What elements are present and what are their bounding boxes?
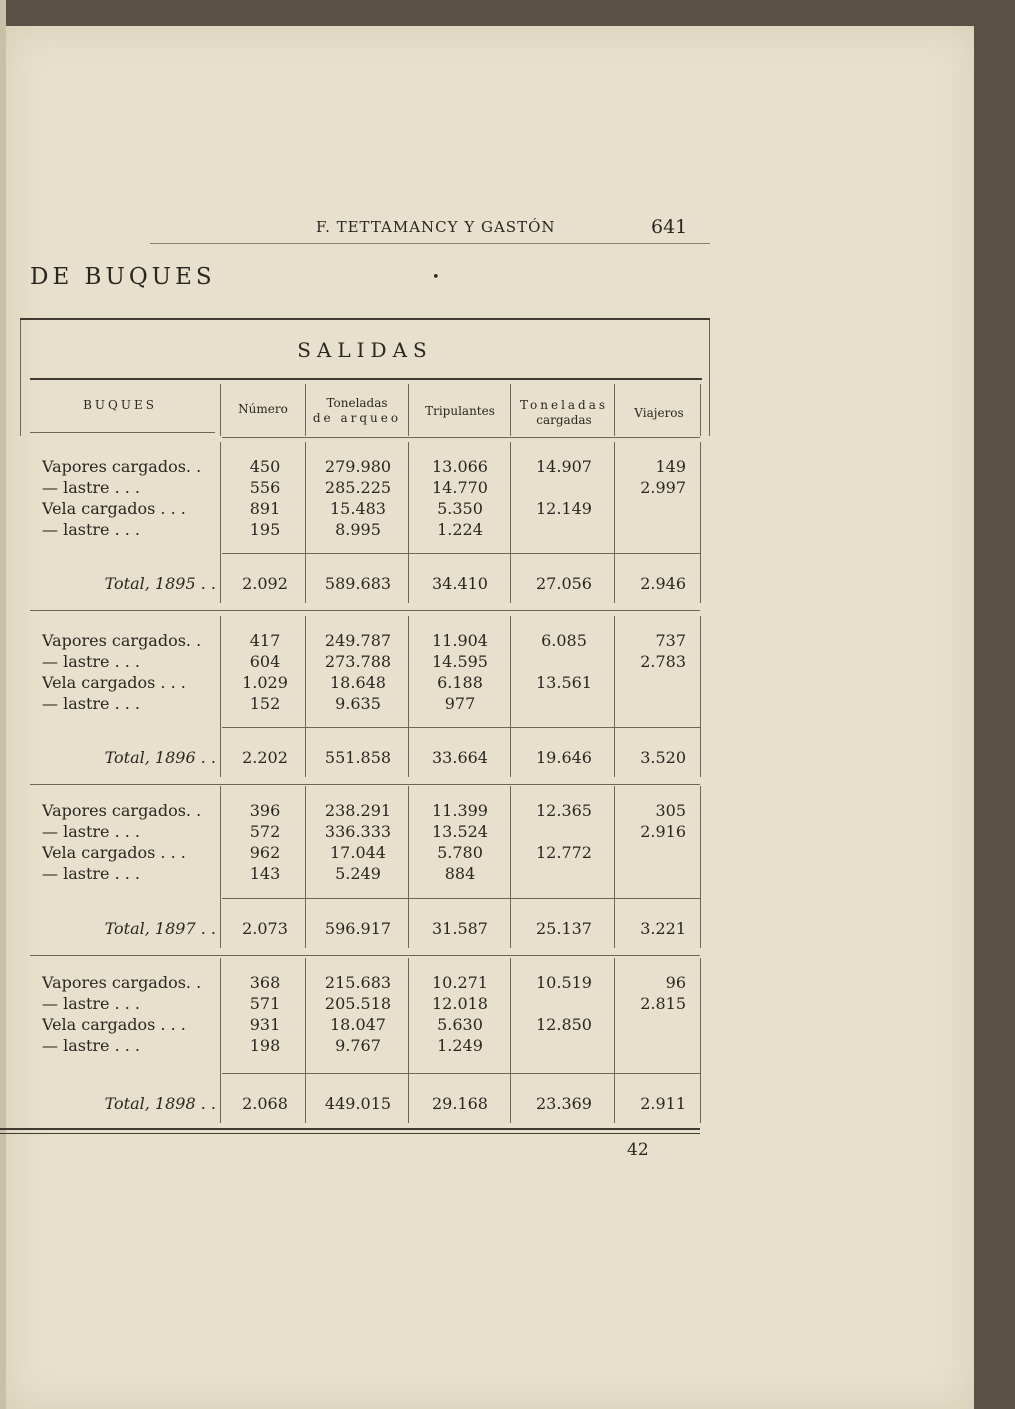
total-arqueo: 596.917 xyxy=(324,919,392,938)
header-bottom-line xyxy=(30,432,215,433)
cell-arqueo: 336.333 xyxy=(324,822,392,841)
cell-trip: 13.066 xyxy=(432,457,488,476)
row-label: Vela cargados . . . xyxy=(42,673,186,692)
column-divider xyxy=(408,958,409,1123)
cell-carg: 12.365 xyxy=(536,801,592,820)
row-label: Vapores cargados. . xyxy=(42,631,202,650)
cell-viaj: 737 xyxy=(655,631,686,650)
row-label: — lastre . . . xyxy=(42,694,141,713)
row-label: Vapores cargados. . xyxy=(42,973,202,992)
header-column-divider xyxy=(510,384,511,436)
header-rule xyxy=(150,243,710,244)
cell-arqueo: 273.788 xyxy=(324,652,392,671)
cell-numero: 417 xyxy=(249,631,281,650)
header-column-divider xyxy=(305,384,306,436)
cell-carg: 12.772 xyxy=(536,843,592,862)
cell-carg: 10.519 xyxy=(536,973,592,992)
row-label: — lastre . . . xyxy=(42,652,141,671)
cell-trip: 14.595 xyxy=(432,652,488,671)
cell-trip: 977 xyxy=(444,694,476,713)
header-toneladas-cargadas xyxy=(512,398,616,428)
cell-arqueo: 18.648 xyxy=(330,673,386,692)
total-trip: 34.410 xyxy=(432,574,488,593)
ink-mark: • xyxy=(432,270,440,285)
row-label: Vela cargados . . . xyxy=(42,843,186,862)
table-bottom-rule xyxy=(0,1128,700,1130)
row-label: — lastre . . . xyxy=(42,1036,141,1055)
table-caption: SALIDAS xyxy=(297,338,433,362)
cell-numero: 556 xyxy=(249,478,281,497)
column-divider xyxy=(700,616,701,777)
cell-numero: 962 xyxy=(249,843,281,862)
column-divider xyxy=(510,786,511,948)
header-numero: Número xyxy=(238,402,288,416)
cell-numero: 198 xyxy=(249,1036,281,1055)
header-column-divider xyxy=(220,384,221,436)
cell-viaj: 2.783 xyxy=(640,652,686,671)
subtotal-rule xyxy=(222,898,700,899)
cell-trip: 13.524 xyxy=(432,822,488,841)
cell-trip: 5.350 xyxy=(437,499,483,518)
row-label: — lastre . . . xyxy=(42,520,141,539)
column-divider xyxy=(510,958,511,1123)
cell-viaj: 305 xyxy=(655,801,686,820)
cell-viaj: 149 xyxy=(655,457,686,476)
cell-arqueo: 238.291 xyxy=(324,801,392,820)
cell-carg: 12.850 xyxy=(536,1015,592,1034)
cell-numero: 195 xyxy=(249,520,281,539)
table-bottom-rule-thin xyxy=(0,1133,700,1134)
cell-carg: 13.561 xyxy=(536,673,592,692)
column-divider xyxy=(700,958,701,1123)
total-label xyxy=(30,1093,216,1114)
cell-trip: 6.188 xyxy=(437,673,483,692)
total-carg: 27.056 xyxy=(536,574,592,593)
total-trip: 29.168 xyxy=(432,1094,488,1113)
cell-trip: 1.224 xyxy=(437,520,483,539)
cell-numero: 143 xyxy=(249,864,281,883)
total-viaj: 2.911 xyxy=(640,1094,686,1113)
column-divider xyxy=(510,616,511,777)
cell-viaj: 2.997 xyxy=(640,478,686,497)
cell-numero: 450 xyxy=(249,457,281,476)
total-trip: 33.664 xyxy=(432,748,488,767)
signature-number: 42 xyxy=(627,1140,649,1160)
cell-trip: 5.630 xyxy=(437,1015,483,1034)
cell-trip: 14.770 xyxy=(432,478,488,497)
column-divider xyxy=(510,442,511,603)
header-toneladas-cargadas-line1: Toneladas xyxy=(519,398,609,412)
table-top-rule xyxy=(20,318,710,320)
total-numero: 2.202 xyxy=(242,748,288,767)
row-label: — lastre . . . xyxy=(42,864,141,883)
row-label: Vapores cargados. . xyxy=(42,457,202,476)
column-divider xyxy=(700,786,701,948)
subtotal-rule xyxy=(222,1073,700,1074)
row-label: Vapores cargados. . xyxy=(42,801,202,820)
header-toneladas-arqueo-line2: de arqueo xyxy=(312,411,402,425)
cell-trip: 11.904 xyxy=(432,631,488,650)
total-trip: 31.587 xyxy=(432,919,488,938)
header-toneladas-arqueo-line1: Toneladas xyxy=(326,396,388,410)
cell-viaj: 2.815 xyxy=(640,994,686,1013)
cell-numero: 152 xyxy=(249,694,281,713)
cell-arqueo: 249.787 xyxy=(324,631,392,650)
cell-trip: 884 xyxy=(444,864,476,883)
cell-numero: 572 xyxy=(249,822,281,841)
header-toneladas-arqueo xyxy=(306,396,408,426)
page-number: 641 xyxy=(651,216,688,238)
column-divider xyxy=(408,616,409,777)
block-separator xyxy=(30,784,700,785)
cell-numero: 891 xyxy=(249,499,281,518)
header-column-divider xyxy=(700,384,701,436)
cell-arqueo: 9.635 xyxy=(335,694,381,713)
cell-trip: 5.780 xyxy=(437,843,483,862)
column-divider xyxy=(408,786,409,948)
cell-numero: 931 xyxy=(249,1015,281,1034)
subtotal-rule xyxy=(222,553,700,554)
total-carg: 25.137 xyxy=(536,919,592,938)
header-tripulantes: Tripulantes xyxy=(425,404,495,418)
cell-arqueo: 5.249 xyxy=(335,864,381,883)
total-arqueo: 551.858 xyxy=(324,748,392,767)
cell-arqueo: 9.767 xyxy=(335,1036,381,1055)
cell-arqueo: 279.980 xyxy=(324,457,392,476)
cell-trip: 12.018 xyxy=(432,994,488,1013)
total-label-text: Total, 1898 . . xyxy=(104,1094,216,1113)
header-viajeros: Viajeros xyxy=(634,406,684,420)
header-column-divider xyxy=(614,384,615,436)
total-label-text: Total, 1895 . . xyxy=(104,574,216,593)
row-label: — lastre . . . xyxy=(42,994,141,1013)
cell-trip: 10.271 xyxy=(432,973,488,992)
total-carg: 19.646 xyxy=(536,748,592,767)
total-numero: 2.073 xyxy=(242,919,288,938)
header-column-divider xyxy=(408,384,409,436)
header-bottom-line xyxy=(222,437,700,438)
cell-viaj: 2.916 xyxy=(640,822,686,841)
section-title: DE BUQUES xyxy=(30,264,216,290)
total-label xyxy=(30,573,216,594)
cell-trip: 1.249 xyxy=(437,1036,483,1055)
cell-carg: 12.149 xyxy=(536,499,592,518)
total-arqueo: 589.683 xyxy=(324,574,392,593)
cell-numero: 571 xyxy=(249,994,281,1013)
cell-arqueo: 17.044 xyxy=(330,843,386,862)
total-arqueo: 449.015 xyxy=(324,1094,392,1113)
cell-arqueo: 285.225 xyxy=(324,478,392,497)
row-label: — lastre . . . xyxy=(42,478,141,497)
row-label: — lastre . . . xyxy=(42,822,141,841)
header-buques: BUQUES xyxy=(83,398,157,412)
total-numero: 2.068 xyxy=(242,1094,288,1113)
subtotal-rule xyxy=(222,727,700,728)
cell-arqueo: 15.483 xyxy=(330,499,386,518)
cell-trip: 11.399 xyxy=(432,801,488,820)
total-label-text: Total, 1896 . . xyxy=(104,748,216,767)
running-head: F. TETTAMANCY Y GASTÓN xyxy=(316,218,556,236)
block-separator xyxy=(30,610,700,611)
cell-arqueo: 8.995 xyxy=(335,520,381,539)
total-numero: 2.092 xyxy=(242,574,288,593)
cell-numero: 1.029 xyxy=(242,673,288,692)
row-label: Vela cargados . . . xyxy=(42,499,186,518)
total-label xyxy=(30,747,216,768)
cell-viaj: 96 xyxy=(665,973,686,992)
cell-arqueo: 205.518 xyxy=(324,994,392,1013)
cell-numero: 604 xyxy=(249,652,281,671)
total-label-text: Total, 1897 . . xyxy=(104,919,216,938)
total-viaj: 2.946 xyxy=(640,574,686,593)
cell-arqueo: 215.683 xyxy=(324,973,392,992)
total-label xyxy=(30,918,216,939)
column-divider xyxy=(700,442,701,603)
cell-carg: 14.907 xyxy=(536,457,592,476)
cell-numero: 396 xyxy=(249,801,281,820)
total-viaj: 3.221 xyxy=(640,919,686,938)
header-toneladas-cargadas-line2: cargadas xyxy=(536,413,592,427)
total-carg: 23.369 xyxy=(536,1094,592,1113)
column-divider xyxy=(408,442,409,603)
cell-carg: 6.085 xyxy=(541,631,587,650)
cell-arqueo: 18.047 xyxy=(330,1015,386,1034)
total-viaj: 3.520 xyxy=(640,748,686,767)
block-separator xyxy=(30,955,700,956)
row-label: Vela cargados . . . xyxy=(42,1015,186,1034)
caption-rule xyxy=(30,378,702,380)
cell-numero: 368 xyxy=(249,973,281,992)
